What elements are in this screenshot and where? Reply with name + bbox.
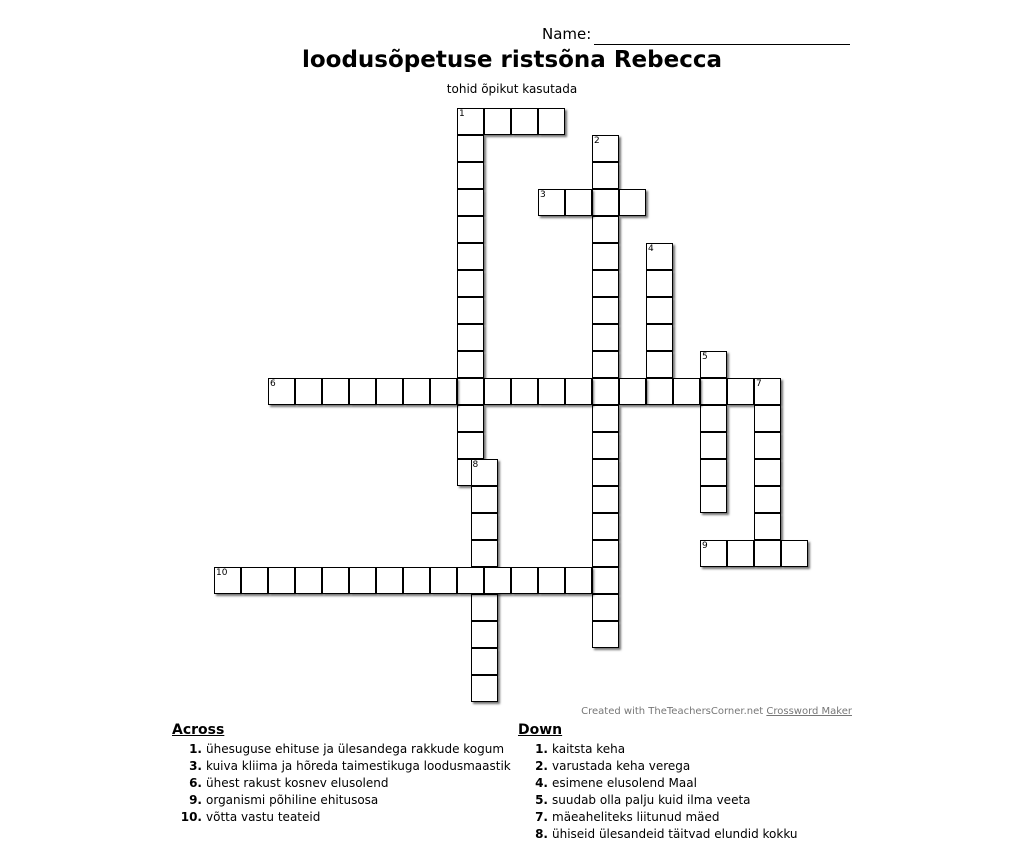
page-subtitle: tohid õpikut kasutada [446, 82, 578, 96]
down-clue-list [518, 741, 798, 843]
down-clues [518, 722, 798, 843]
crossword-cell[interactable] [565, 567, 592, 594]
clue-text: mäeaheliteks liitunud mäed [552, 810, 720, 824]
crossword-cell[interactable] [430, 378, 457, 405]
crossword-cell[interactable] [295, 378, 322, 405]
clue-number: 3 [540, 190, 546, 200]
crossword-cell[interactable] [295, 567, 322, 594]
credit-link[interactable]: Crossword Maker [766, 706, 852, 717]
across-clue [172, 775, 511, 792]
crossword-cell[interactable] [592, 378, 619, 405]
clue-number: 6 [270, 379, 276, 389]
crossword-cell[interactable] [727, 378, 754, 405]
across-clue-list [172, 741, 511, 826]
clue-number: 8. [535, 827, 548, 841]
crossword-cell[interactable] [646, 378, 673, 405]
crossword-cell[interactable] [538, 108, 565, 135]
clue-number: 4. [535, 776, 548, 790]
crossword-cell[interactable] [619, 189, 646, 216]
crossword-cell[interactable] [322, 378, 349, 405]
crossword-cell[interactable] [349, 567, 376, 594]
clue-text: ühest rakust kosnev elusolend [206, 776, 389, 790]
crossword-cell[interactable] [511, 567, 538, 594]
crossword-cell[interactable] [484, 378, 511, 405]
down-clue [518, 775, 798, 792]
crossword-cell[interactable] [457, 432, 484, 459]
across-clues [172, 722, 511, 826]
crossword-cell[interactable] [646, 297, 673, 324]
clue-number: 10. [180, 810, 202, 824]
crossword-cell[interactable] [592, 351, 619, 378]
crossword-cell[interactable] [700, 351, 727, 378]
crossword-cell[interactable] [754, 378, 781, 405]
crossword-cell[interactable] [376, 378, 403, 405]
crossword-cell[interactable] [592, 594, 619, 621]
crossword-cell[interactable] [457, 162, 484, 189]
crossword-cell[interactable] [457, 405, 484, 432]
crossword-cell[interactable] [619, 378, 646, 405]
crossword-cell[interactable] [754, 405, 781, 432]
clue-number: 6. [189, 776, 202, 790]
clue-number: 5 [702, 352, 708, 362]
clue-text: organismi põhiline ehitusosa [206, 793, 379, 807]
crossword-cell[interactable] [592, 270, 619, 297]
crossword-cell[interactable] [592, 243, 619, 270]
crossword-cell[interactable] [754, 432, 781, 459]
crossword-cell[interactable] [457, 108, 484, 135]
crossword-cell[interactable] [727, 540, 754, 567]
crossword-cell[interactable] [592, 405, 619, 432]
crossword-cell[interactable] [268, 378, 295, 405]
across-heading: Across [172, 722, 225, 738]
crossword-cell[interactable] [484, 567, 511, 594]
crossword-cell[interactable] [471, 594, 498, 621]
crossword-cell[interactable] [592, 189, 619, 216]
crossword-cell[interactable] [592, 621, 619, 648]
across-clue [172, 809, 511, 826]
crossword-cell[interactable] [700, 405, 727, 432]
down-clue [518, 741, 798, 758]
crossword-cell[interactable] [511, 378, 538, 405]
clue-text: kaitsta keha [552, 742, 626, 756]
crossword-cell[interactable] [646, 270, 673, 297]
credit-line [581, 706, 852, 717]
crossword-cell[interactable] [214, 567, 241, 594]
down-clue [518, 826, 798, 843]
crossword-cell[interactable] [592, 135, 619, 162]
crossword-cell[interactable] [592, 162, 619, 189]
clue-number: 5. [535, 793, 548, 807]
crossword-cell[interactable] [538, 378, 565, 405]
clue-text: esimene elusolend Maal [552, 776, 697, 790]
crossword-cell[interactable] [592, 540, 619, 567]
crossword-cell[interactable] [471, 486, 498, 513]
crossword-cell[interactable] [457, 351, 484, 378]
across-clue [172, 792, 511, 809]
crossword-cell[interactable] [754, 486, 781, 513]
crossword-cell[interactable] [457, 378, 484, 405]
crossword-cell[interactable] [754, 513, 781, 540]
crossword-cell[interactable] [471, 459, 498, 486]
crossword-cell[interactable] [538, 567, 565, 594]
crossword-cell[interactable] [592, 432, 619, 459]
clue-text: suudab olla palju kuid ilma veeta [552, 793, 751, 807]
clue-text: võtta vastu teateid [206, 810, 321, 824]
crossword-cell[interactable] [471, 648, 498, 675]
clue-text: kuiva kliima ja hõreda taimestikuga loodusmaastik [206, 759, 511, 773]
page-title: loodusõpetuse ristsõna Rebecca [301, 47, 722, 73]
crossword-cell[interactable] [754, 459, 781, 486]
crossword-cell[interactable] [754, 540, 781, 567]
crossword-cell[interactable] [565, 378, 592, 405]
crossword-cell[interactable] [781, 540, 808, 567]
crossword-cell[interactable] [511, 108, 538, 135]
clue-text: ühesuguse ehituse ja ülesandega rakkude kogum [206, 742, 505, 756]
crossword-cell[interactable] [592, 567, 619, 594]
name-label: Name: [542, 25, 592, 43]
crossword-cell[interactable] [592, 459, 619, 486]
down-clue [518, 792, 798, 809]
crossword-cell[interactable] [538, 189, 565, 216]
clue-number: 1. [189, 742, 202, 756]
crossword-cell[interactable] [700, 378, 727, 405]
clue-number: 4 [648, 244, 654, 254]
crossword-cell[interactable] [403, 567, 430, 594]
crossword-cell[interactable] [592, 513, 619, 540]
crossword-cell[interactable] [592, 486, 619, 513]
crossword-cell[interactable] [241, 567, 268, 594]
crossword-cell[interactable] [646, 243, 673, 270]
crossword-cell[interactable] [592, 324, 619, 351]
clue-number: 10 [216, 568, 228, 578]
crossword-cell[interactable] [376, 567, 403, 594]
crossword-cell[interactable] [430, 567, 457, 594]
crossword-cell[interactable] [471, 621, 498, 648]
crossword-cell[interactable] [592, 297, 619, 324]
down-heading: Down [518, 722, 563, 738]
crossword-cell[interactable] [457, 189, 484, 216]
clue-number: 3. [189, 759, 202, 773]
clue-number: 1. [535, 742, 548, 756]
crossword-cell[interactable] [268, 567, 295, 594]
crossword-cell[interactable] [673, 378, 700, 405]
crossword-cell[interactable] [457, 297, 484, 324]
crossword-cell[interactable] [700, 486, 727, 513]
clue-number: 8 [472, 460, 479, 470]
clue-number: 2 [594, 136, 600, 146]
crossword-cell[interactable] [457, 216, 484, 243]
crossword-cell[interactable] [457, 567, 484, 594]
clue-number: 7 [756, 379, 762, 389]
clue-text: varustada keha verega [552, 759, 691, 773]
crossword-cell[interactable] [646, 351, 673, 378]
crossword-cell[interactable] [484, 108, 511, 135]
crossword-cell[interactable] [700, 432, 727, 459]
clue-number: 2. [535, 759, 548, 773]
crossword-cell[interactable] [457, 135, 484, 162]
crossword-cell[interactable] [457, 270, 484, 297]
across-clue [172, 758, 511, 775]
down-clue [518, 809, 798, 826]
crossword-cell[interactable] [700, 540, 727, 567]
clue-number: 9 [702, 541, 708, 551]
crossword-cell[interactable] [322, 567, 349, 594]
across-clue [172, 741, 511, 758]
crossword-cell[interactable] [349, 378, 376, 405]
credit-text: Created with TheTeachersCorner.net [581, 706, 767, 717]
clue-number: 1 [459, 109, 465, 119]
crossword-cell[interactable] [457, 324, 484, 351]
crossword-cell[interactable] [457, 243, 484, 270]
crossword-cell[interactable] [700, 459, 727, 486]
crossword-cell[interactable] [471, 675, 498, 702]
clue-text: ühiseid ülesandeid täitvad elundid kokku [552, 827, 798, 841]
crossword-cell[interactable] [646, 324, 673, 351]
crossword-cell[interactable] [403, 378, 430, 405]
clue-number: 9. [189, 793, 202, 807]
down-clue [518, 758, 798, 775]
crossword-cell[interactable] [592, 216, 619, 243]
crossword-cell[interactable] [471, 513, 498, 540]
crossword-cell[interactable] [471, 540, 498, 567]
crossword-cell[interactable] [565, 189, 592, 216]
clue-number: 7. [535, 810, 548, 824]
